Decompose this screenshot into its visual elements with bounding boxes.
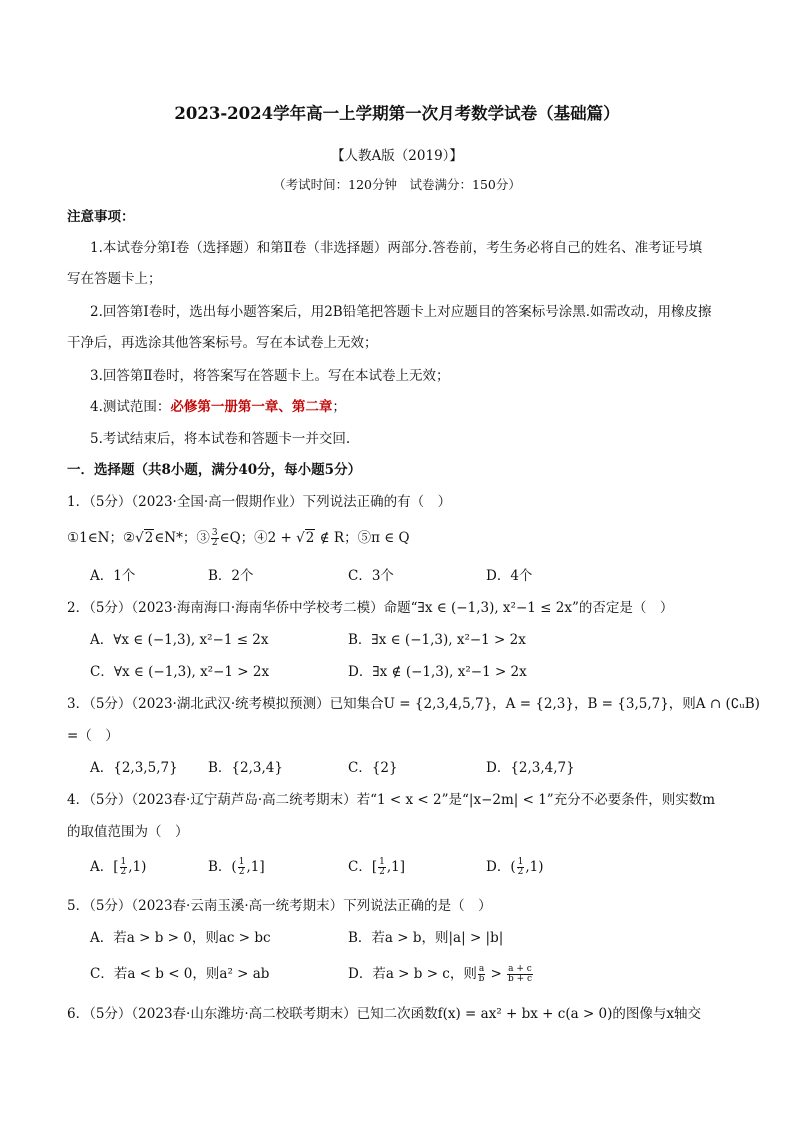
q1-option-b: B．2个 bbox=[208, 568, 254, 584]
note-3: 3.回答第Ⅱ卷时，将答案写在答题卡上。写在本试卷上无效； bbox=[90, 368, 450, 384]
note-2a: 2.回答第Ⅰ卷时，选出每小题答案后，用2B铅笔把答题卡上对应题目的答案标号涂黑.如需改动，用橡皮擦 bbox=[90, 304, 712, 320]
q3-option-d: D．{2,3,4,7} bbox=[486, 760, 575, 776]
note-2b: 干净后，再选涂其他答案标号。写在本试卷上无效； bbox=[67, 335, 378, 351]
q3-option-c: C．{2} bbox=[348, 760, 398, 776]
edition-subtitle: 【人教A版（2019）】 bbox=[331, 148, 463, 164]
q5-option-d: D．若a > b > c，则 $\frac{a}{b}$ > $\frac{a + c}{b + c}$ bbox=[348, 964, 533, 984]
q1-option-a: A．1个 bbox=[90, 568, 136, 584]
q1-stem: 1．（5分）（2023·全国·高一假期作业）下列说法正确的有（ ） bbox=[67, 494, 452, 510]
page-title: 2023-2024学年高一上学期第一次月考数学试卷（基础篇） bbox=[174, 104, 620, 123]
q4-option-d: D．( $\frac{1}{2}$ ,1) bbox=[486, 857, 544, 877]
note-4-prefix: 4.测试范围： bbox=[90, 399, 171, 415]
q4-stem: 4．（5分）（2023春·辽宁葫芦岛·高二统考期末）若“1 < x < 2”是“|x−2m| < 1”充分不必要条件，则实数m bbox=[67, 792, 715, 808]
q1-s3: ∈Q；④2 + bbox=[219, 530, 297, 546]
q4-option-c: C．[ $\frac{1}{2}$ ,1] bbox=[348, 857, 406, 877]
note-4 bbox=[90, 397, 346, 417]
q3-stem: 3．（5分）（2023·湖北武汉·统考模拟预测）已知集合U = {2,3,4,5,7}，A = {2,3}，B = {3,5,7}，则A ∩ (∁ᵤB) bbox=[67, 696, 760, 712]
q5-option-c: C．若a < b < 0，则a² > ab bbox=[90, 966, 270, 982]
q1-option-c: C．3个 bbox=[348, 568, 394, 584]
q1-sqrt-a: 2 bbox=[144, 530, 154, 546]
q2-option-a: A．∀x ∈ (−1,3), x²−1 ≤ 2x bbox=[90, 632, 269, 648]
notes-heading: 注意事项： bbox=[67, 209, 135, 225]
q1-sqrt-b: 2 bbox=[305, 530, 315, 546]
q5-option-b: B．若a > b，则|a| > |b| bbox=[348, 930, 504, 946]
q2-stem: 2．（5分）（2023·海南海口·海南华侨中学校考二模）命题“∃x ∈ (−1,3), x²−1 ≤ 2x”的否定是（ ） bbox=[67, 600, 674, 616]
q1-statements: ①1∈N；②√2∈N*；③ $\frac{3}{2}$ ∈Q；④2 + √2 ∉ R；⑤π ∈ Q bbox=[67, 528, 410, 548]
q4-option-b: B．( $\frac{1}{2}$ ,1] bbox=[208, 857, 265, 877]
q2-option-b: B．∃x ∈ (−1,3), x²−1 > 2x bbox=[348, 632, 526, 648]
q4-stem-cont: 的取值范围为（ ） bbox=[67, 824, 189, 840]
q1-option-d: D．4个 bbox=[486, 568, 533, 584]
q2-option-d: D．∃x ∉ (−1,3), x²−1 > 2x bbox=[348, 664, 527, 680]
q1-fraction: $\frac{3}{2}$ bbox=[211, 528, 218, 548]
q6-stem: 6．（5分）（2023春·山东潍坊·高二校联考期末）已知二次函数f(x) = ax² + bx + c(a > 0)的图像与x轴交 bbox=[67, 1006, 702, 1022]
note-1b: 写在答题卡上； bbox=[67, 271, 162, 287]
note-1a: 1.本试卷分第Ⅰ卷（选择题）和第Ⅱ卷（非选择题）两部分.答卷前，考生务必将自己的姓名、准考证号填 bbox=[90, 240, 703, 256]
q3-option-a: A．{2,3,5,7} bbox=[90, 760, 178, 776]
q5-option-a: A．若a > b > 0，则ac > bc bbox=[90, 930, 271, 946]
q1-s4: ∉ R；⑤π ∈ Q bbox=[315, 530, 410, 546]
q3-option-b: B．{2,3,4} bbox=[208, 760, 283, 776]
note-4-suffix: ； bbox=[332, 399, 346, 415]
q4-option-a: A．[ $\frac{1}{2}$ ,1) bbox=[90, 857, 147, 877]
q1-s2: ∈N*；③ bbox=[154, 530, 210, 546]
q1-s1: ①1∈N；② bbox=[67, 530, 136, 546]
exam-info: （考试时间：120分钟 试卷满分：150分） bbox=[273, 177, 521, 192]
note-5: 5.考试结束后，将本试卷和答题卡一并交回. bbox=[90, 431, 351, 447]
section-heading: 一．选择题（共8小题，满分40分，每小题5分） bbox=[67, 462, 362, 478]
test-range: 必修第一册第一章、第二章 bbox=[170, 399, 333, 415]
q3-stem-cont: =（ ） bbox=[67, 728, 119, 744]
q2-option-c: C．∀x ∈ (−1,3), x²−1 > 2x bbox=[90, 664, 270, 680]
q5-stem: 5．（5分）（2023春·云南玉溪·高一统考期末）下列说法正确的是（ ） bbox=[67, 898, 492, 914]
